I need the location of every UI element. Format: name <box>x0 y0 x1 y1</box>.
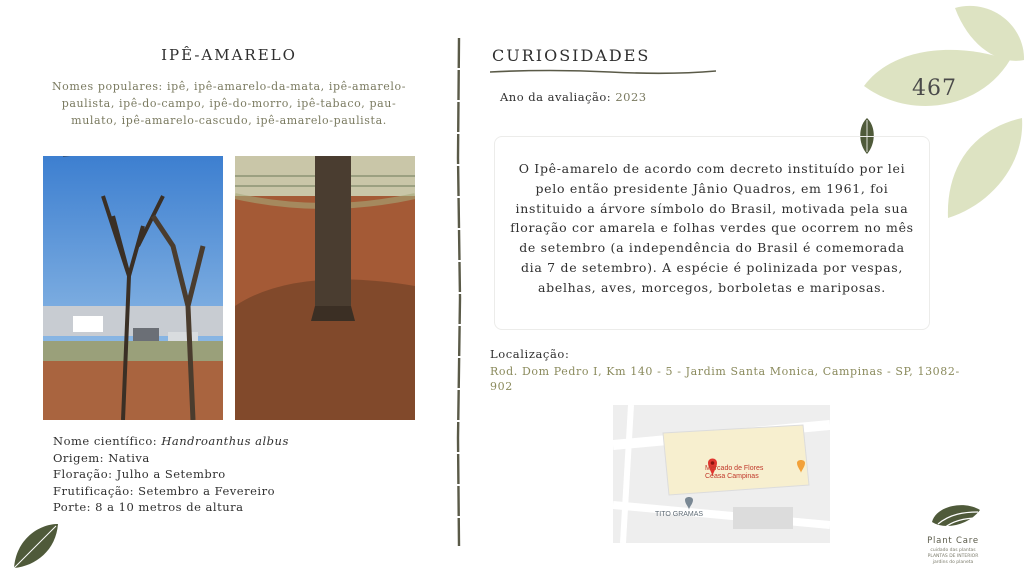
location-address[interactable]: Rod. Dom Pedro I, Km 140 - 5 - Jardim Santa Monica, Campinas - SP, 13082-902 <box>490 365 960 393</box>
species-facts <box>53 433 289 516</box>
map-poi-label: TITO GRAMAS <box>655 511 704 518</box>
scientific-name: Nome científico: Handroanthus albus <box>53 434 289 448</box>
popular-names: Nomes populares: ipê, ipê-amarelo-da-mata, ipê-amarelo-paulista, ipê-do-campo, ipê-do-morro, ipê-tabaco, pau-mulato, ipê-amarelo-cascudo, ipê-amarelo-paulista. <box>51 80 407 127</box>
size: Porte: 8 a 10 metros de altura <box>53 500 244 514</box>
flowering: Floração: Julho a Setembro <box>53 467 226 481</box>
section-title: CURIOSIDADES <box>492 46 651 65</box>
location-label: Localização: <box>490 347 570 361</box>
tree-number: 467 <box>912 76 957 101</box>
leaf-icon <box>10 520 62 572</box>
vertical-divider <box>454 38 464 546</box>
origin: Origem: Nativa <box>53 450 150 465</box>
map-place-line2: Ceasa Campinas <box>705 473 759 480</box>
logo-name: Plant Care <box>927 536 979 546</box>
logo-tagline: cuidado das plantas PLANTAS DE INTERIOR jardins do planeta <box>927 548 979 565</box>
title-underline <box>490 68 716 76</box>
evaluation-year: Ano da avaliação: 2023 <box>500 90 647 104</box>
tree-photo <box>43 156 223 420</box>
map-place-line1: Mercado de Flores <box>705 465 764 472</box>
location-map[interactable] <box>613 405 830 543</box>
trunk-photo <box>235 156 415 420</box>
fruiting: Frutificação: Setembro a Fevereiro <box>53 483 275 498</box>
species-title: IPÊ-AMARELO <box>161 46 297 64</box>
curiosity-card: O Ipê-amarelo de acordo com decreto instituído por lei pelo então presidente Jânio Quadros, em 1961, foi instituido a árvore símbolo do Brasil, motivada pela sua floração cor amarela e folhas verdes que ocorrem no mês de setembro (a independência do Brasil é comemorada dia 7 de setembro). A espécie é polinizada por vespas, abelhas, aves, morcegos, borboletas e mariposas. <box>494 136 930 330</box>
plant-care-logo-icon <box>930 502 982 534</box>
